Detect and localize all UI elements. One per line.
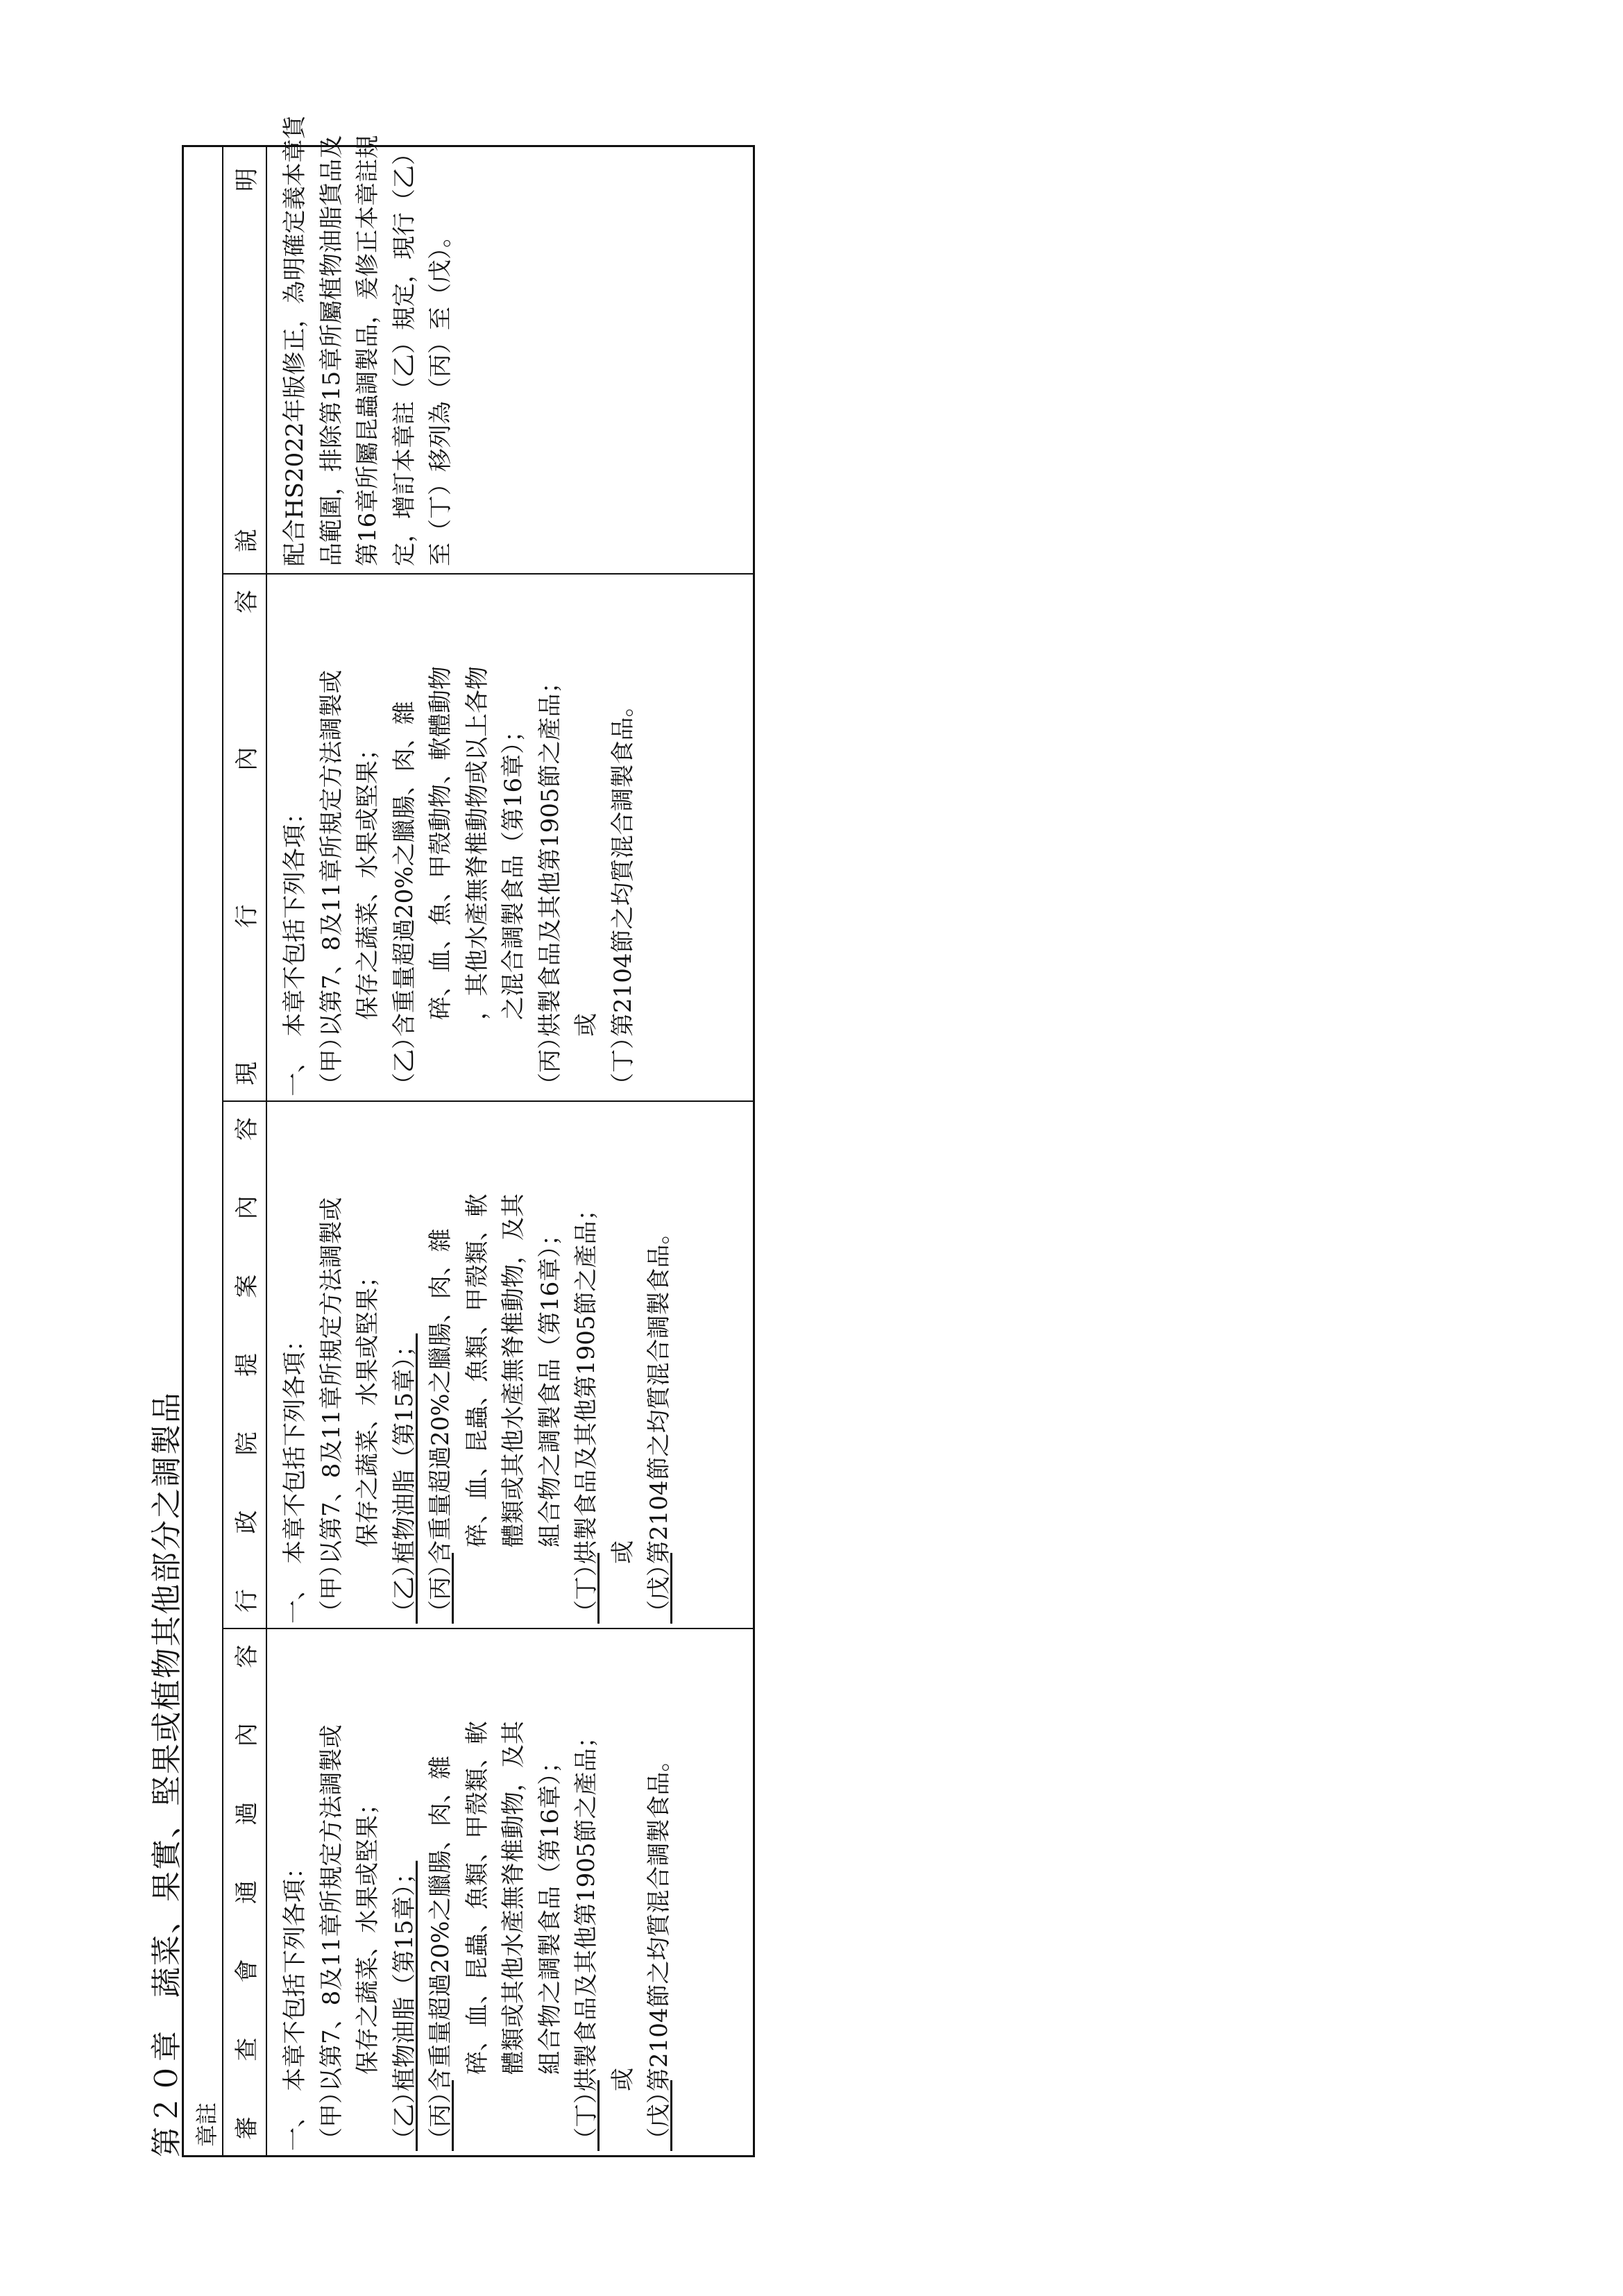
text-line <box>386 575 423 1100</box>
item-text: 第2104節之均質混合調製食品。 <box>645 1221 673 1564</box>
column-body-current <box>267 575 641 1100</box>
text-line <box>495 575 532 1100</box>
text-line <box>423 575 459 1100</box>
header-char: 明 <box>233 168 261 192</box>
column-header-executive <box>223 1102 267 1628</box>
text-line <box>350 1629 386 2155</box>
item-marker: （戊） <box>645 1553 673 1624</box>
item-marker: （乙） <box>390 1553 418 1624</box>
item-text: 碎、血、昆蟲、魚類、甲殼類、軟 <box>463 1721 491 2075</box>
text-line <box>314 1629 350 2155</box>
comparison-table <box>182 115 755 2157</box>
explanation-line: 品範圍，排除第15章所屬植物油脂貨品及 <box>317 135 346 566</box>
item-text: 碎、血、昆蟲、魚類、甲殼類、軟 <box>463 1193 491 1547</box>
header-char: 過 <box>233 1801 261 1826</box>
text-line <box>277 1629 314 2155</box>
item-text: 或 <box>609 2068 637 2091</box>
item-text: 烘製食品及其他第1905節之產品； <box>572 1724 600 2091</box>
text-line <box>568 575 605 1100</box>
header-char: 內 <box>233 1723 261 1747</box>
text-line <box>495 1629 532 2155</box>
item-marker: 一、 <box>281 2104 309 2151</box>
item-text: 保存之蔬菜、水果或堅果； <box>354 737 382 1020</box>
item-text: 烘製食品及其他第1905節之產品； <box>536 670 564 1037</box>
header-char: 政 <box>233 1510 261 1534</box>
text-line <box>459 1102 496 1628</box>
text-line <box>641 1102 678 1628</box>
item-text: 保存之蔬菜、水果或堅果； <box>354 1792 382 2075</box>
item-text: 含重量超過20%之臘腸、肉、雜 <box>427 1755 454 2091</box>
item-text: 以第7、8及11章所規定方法調製或 <box>317 1197 346 1564</box>
item-text: 保存之蔬菜、水果或堅果； <box>354 1264 382 1547</box>
explanation-line: 配合HS2022年版修正，為明確定義本章貨 <box>281 115 309 566</box>
item-marker: 一、 <box>281 1049 309 1096</box>
text-line <box>459 1629 496 2155</box>
header-char: 院 <box>233 1431 261 1456</box>
text-line <box>605 1102 642 1628</box>
text-line <box>532 1102 569 1628</box>
explanation-line: 至（丁）移列為（丙）至（戊）。 <box>427 224 454 566</box>
text-line <box>386 1102 423 1628</box>
item-marker: （甲） <box>317 1553 346 1624</box>
header-char: 行 <box>233 904 261 928</box>
text-line <box>605 1629 642 2155</box>
text-line <box>568 1629 605 2155</box>
item-text: 體類或其他水產無脊椎動物，及其 <box>500 1721 527 2075</box>
item-text: 以第7、8及11章所規定方法調製或 <box>317 670 346 1037</box>
column-current <box>223 573 753 1100</box>
item-text: 之混合調製食品（第16章）； <box>500 718 527 1020</box>
text-line <box>605 575 642 1100</box>
column-header-explanation <box>223 147 267 573</box>
text-line <box>277 1102 314 1628</box>
text-line <box>314 1102 350 1628</box>
text-line <box>386 1629 423 2155</box>
column-body-committee <box>267 1629 678 2155</box>
item-text: 含重量超過20%之臘腸、肉、雜 <box>390 701 418 1037</box>
header-char: 容 <box>233 590 261 614</box>
item-text: 本章不包括下列各項： <box>281 801 309 1037</box>
column-executive <box>223 1100 753 1628</box>
text-line <box>350 1102 386 1628</box>
header-char: 內 <box>233 747 261 771</box>
explanation-line: 第16章所屬昆蟲調製品，爰修正本章註規 <box>354 135 382 566</box>
item-marker: （甲） <box>317 1026 346 1096</box>
header-char: 查 <box>233 2037 261 2061</box>
item-marker: （戊） <box>645 2080 673 2151</box>
item-marker: （乙） <box>390 1026 418 1096</box>
text-line <box>532 1629 569 2155</box>
item-text: 本章不包括下列各項： <box>281 1328 309 1564</box>
item-marker: （丙） <box>427 1553 454 1624</box>
column-header-current <box>223 575 267 1100</box>
text-line <box>495 1102 532 1628</box>
item-marker: （丁） <box>572 2080 600 2151</box>
header-char: 會 <box>233 1959 261 1983</box>
column-body-explanation <box>267 115 459 573</box>
item-marker: （丙） <box>427 2080 454 2151</box>
text-line <box>350 575 386 1100</box>
section-header <box>184 147 223 2155</box>
text-line <box>568 1102 605 1628</box>
item-text: 體類或其他水產無脊椎動物，及其 <box>500 1193 527 1547</box>
column-header-committee <box>223 1629 267 2155</box>
header-char: 通 <box>233 1880 261 1905</box>
item-text: 或 <box>572 1013 600 1037</box>
item-marker: （甲） <box>317 2080 346 2151</box>
item-text: 或 <box>609 1540 637 1564</box>
item-text: ，其他水產無脊椎動物或以上各物 <box>463 666 491 1020</box>
column-explanation <box>223 115 753 573</box>
header-char: 行 <box>233 1589 261 1613</box>
text-line <box>423 1102 459 1628</box>
item-text: 含重量超過20%之臘腸、肉、雜 <box>427 1228 454 1564</box>
item-marker: （乙） <box>390 2080 418 2151</box>
item-marker: 一、 <box>281 1576 309 1624</box>
header-char: 容 <box>233 1117 261 1141</box>
item-text: 本章不包括下列各項： <box>281 1855 309 2091</box>
item-text: 組合物之調製食品（第16章）； <box>536 1222 564 1547</box>
text-line <box>641 1629 678 2155</box>
section-label: 章註 <box>194 2102 220 2147</box>
header-char: 提 <box>233 1353 261 1377</box>
text-line <box>532 575 569 1100</box>
item-text: 以第7、8及11章所規定方法調製或 <box>317 1724 346 2091</box>
column-body-executive <box>267 1102 678 1628</box>
item-marker: （丁） <box>609 1026 637 1096</box>
item-text: 烘製食品及其他第1905節之產品； <box>572 1197 600 1564</box>
explanation-line: 定，增訂本章註（乙）規定，現行（乙） <box>390 142 418 566</box>
text-line <box>459 575 496 1100</box>
item-marker: （丙） <box>536 1026 564 1096</box>
chapter-title: 第２０章 蔬菜、果實、堅果或植物其他部分之調製品 <box>149 1391 185 2157</box>
item-text: 第2104節之均質混合調製食品。 <box>645 1748 673 2091</box>
text-line <box>423 1629 459 2155</box>
item-text: 第2104節之均質混合調製食品。 <box>609 693 637 1037</box>
item-marker: （丁） <box>572 1553 600 1624</box>
text-line <box>314 575 350 1100</box>
header-char: 審 <box>233 2116 261 2140</box>
column-committee <box>223 1628 753 2155</box>
item-text: 組合物之調製食品（第16章）； <box>536 1749 564 2075</box>
header-char: 說 <box>233 529 261 552</box>
item-text: 碎、血、魚、甲殼動物、軟體動物 <box>427 666 454 1020</box>
header-char: 案 <box>233 1274 261 1298</box>
text-line <box>277 575 314 1100</box>
item-text: 植物油脂（第15章）； <box>390 1860 418 2091</box>
header-char: 容 <box>233 1644 261 1669</box>
header-char: 現 <box>233 1062 261 1085</box>
header-char: 內 <box>233 1196 261 1220</box>
item-text: 植物油脂（第15章）； <box>390 1333 418 1564</box>
